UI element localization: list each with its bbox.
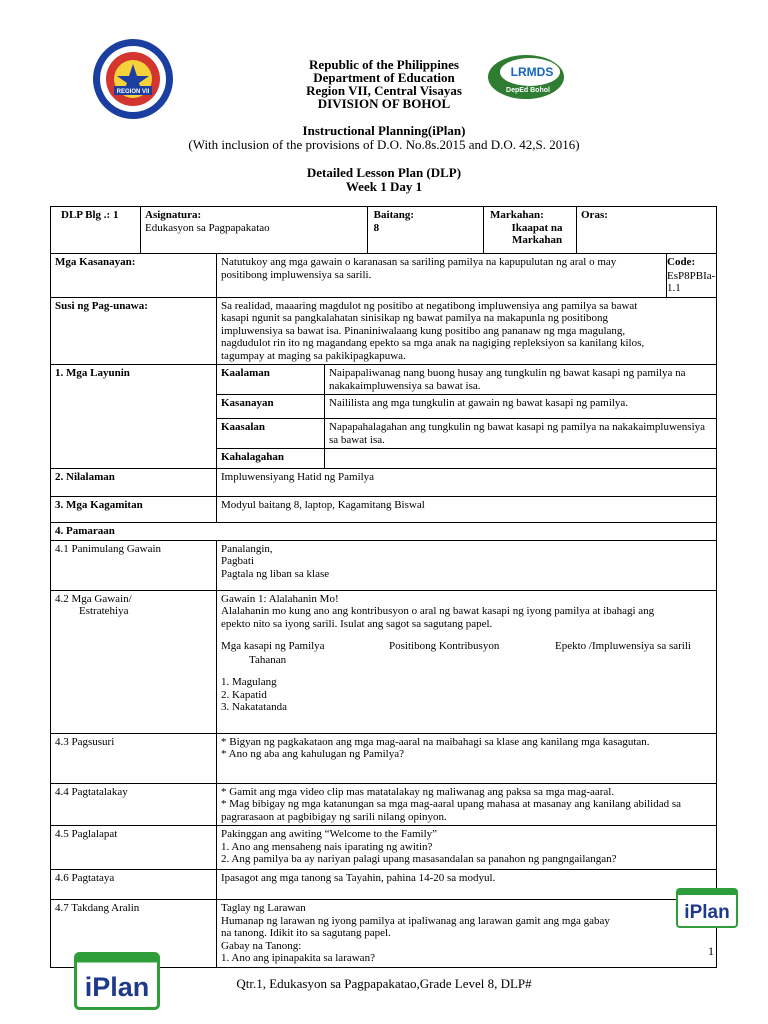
list-item: 1. Ano ang mensaheng nais iparating ng awitin? — [221, 840, 433, 853]
asignatura-value: Edukasyon sa Pagpapakatao — [145, 221, 270, 234]
markahan-label: Markahan: — [490, 209, 544, 221]
list-item: Pagbati — [221, 555, 254, 567]
code-cell — [667, 254, 717, 298]
s47-content — [217, 900, 717, 968]
s46-label: 4.6 Pagtataya — [51, 870, 217, 900]
s44-label: 4.4 Pagtatalakay — [51, 783, 217, 826]
table-row — [51, 783, 717, 826]
table-row — [51, 523, 717, 541]
s43-content — [217, 733, 717, 783]
dlp-table — [50, 206, 717, 968]
kaalaman-label: Kaalaman — [217, 365, 325, 395]
s42-label-line1: 4.2 Mga Gawain/ — [55, 592, 132, 605]
table-row — [51, 826, 717, 870]
lrmds-sub-text: DepEd Bohol — [506, 87, 550, 94]
nilalaman-value: Impluwensiyang Hatid ng Pamilya — [217, 469, 717, 497]
header-republic: Republic of the Philippines — [309, 57, 459, 72]
header-department: Department of Education — [313, 70, 455, 85]
list-item: Panalangin, — [221, 542, 273, 555]
table-row — [51, 590, 717, 733]
table-row — [51, 254, 717, 298]
footer-text: Qtr.1, Edukasyon sa Pagpapakatao,Grade Level 8, DLP# — [236, 976, 532, 991]
kasanayan2-label: Kasanayan — [217, 395, 325, 419]
list-item: * Gamit ang mga video clip mas matatalakay ng maliwanag ang paksa sa mga mag-aaral. — [221, 785, 615, 798]
s41-label: 4.1 Panimulang Gawain — [51, 540, 217, 590]
susi-label: Susi ng Pag-unawa: — [51, 297, 217, 365]
oras-label: Oras: — [577, 207, 717, 254]
list-item: * Ano ng aba ang kahulugan ng Pamilya? — [221, 748, 404, 760]
s47-label: 4.7 Takdang Aralin — [51, 900, 217, 968]
list-item: Taglay ng Larawan — [221, 902, 306, 914]
s44-content — [217, 783, 717, 826]
nilalaman-label: 2. Nilalaman — [51, 469, 217, 497]
kasanayan-value: Natutukoy ang mga gawain o karanasan sa sariling pamilya na kapupulutan ng aral o may positibong impluwensiya sa sarili. — [217, 254, 667, 298]
s42-title: Gawain 1: Alalahanin Mo! — [221, 592, 339, 605]
table-row — [51, 207, 717, 254]
table-row — [51, 733, 717, 783]
susi-value: Sa realidad, maaaring magdulot ng positibo at negatibong impluwensiya ang pamilya sa bawat kasapi ngunit sa pangkalahatan sinisikap ng bawat pamilya na makapunla ng positibong impluwensiya sa bawat isa. Pinaniniwalaang kung positibo ang pananaw ng mga magulang, nagdudulot rin ito ng magandang epekto sa mga anak na nagiging repleksiyon sa kanilang kilos, tagumpay at maging sa pakikipagkapuwa. — [217, 297, 717, 365]
kaasalan-label: Kaasalan — [217, 419, 325, 449]
s42-col2: Positibong Kontribusyon — [389, 640, 500, 652]
table-row — [51, 870, 717, 900]
lrmds-text: LRMDS — [510, 65, 554, 79]
pamaraan-label: 4. Pamaraan — [51, 523, 717, 541]
markahan-value: Ikaapat na Markahan — [511, 221, 563, 246]
s42-content — [217, 590, 717, 733]
table-row — [51, 540, 717, 590]
header-region: Region VII, Central Visayas — [306, 83, 462, 98]
s42-col3: Epekto /Impluwensiya sa sarili — [555, 640, 691, 652]
s42-columns — [221, 640, 712, 653]
header-division: DIVISION OF BOHOL — [317, 96, 451, 111]
list-item: Pagtala ng liban sa klase — [221, 567, 330, 580]
seal-region-text: REGION VII — [116, 89, 150, 95]
kagamitan-label: 3. Mga Kagamitan — [51, 497, 217, 523]
s42-tahanan: Tahanan — [249, 653, 287, 666]
list-item: 2. Ang pamilya ba ay nariyan palagi upang masasandalan sa panahon ng pangngailangan? — [221, 853, 617, 865]
list-item: Pakinggan ang awiting “Welcome to the Family” — [221, 828, 438, 840]
asignatura-cell — [141, 207, 577, 254]
kaasalan-value: Napapahalagahan ang tungkulin ng bawat kasapi ng pamilya na nakakaimpluwensiya sa bawat isa. — [325, 419, 717, 449]
week-day: Week 1 Day 1 — [345, 179, 423, 194]
kaalaman-value: Naipapaliwanag nang buong husay ang tungkulin ng bawat kasapi ng pamilya na nakakaimpluwensiya sa bawat isa. — [325, 365, 717, 395]
plan-title: Instructional Planning(iPlan) — [302, 123, 466, 138]
kasanayan2-value: Naililista ang mga tungkulin at gawain ng bawat kasapi ng pamilya. — [325, 395, 717, 419]
kagamitan-value: Modyul baitang 8, laptop, Kagamitang Biswal — [217, 497, 717, 523]
s42-col1: Mga kasapi ng Pamilya — [221, 640, 325, 652]
code-value: EsP8PBIa-1.1 — [667, 269, 716, 294]
kasanayan-label: Mga Kasanayan: — [51, 254, 217, 298]
iplan-footer-text: iPlan — [84, 972, 150, 1002]
list-item: 1. Magulang — [221, 676, 277, 688]
s41-content — [217, 540, 717, 590]
s42-label — [51, 590, 217, 733]
code-label: Code: — [667, 256, 696, 268]
asignatura-label: Asignatura: — [145, 209, 202, 221]
plan-subtitle: (With inclusion of the provisions of D.O. No.8s.2015 and D.O. 42,S. 2016) — [188, 137, 580, 152]
kahalagahan-label: Kahalagahan — [217, 449, 325, 469]
dlp-blg: DLP Blg .: 1 — [51, 207, 141, 254]
layunin-label: 1. Mga Layunin — [51, 365, 217, 469]
list-item: 2. Kapatid — [221, 688, 267, 701]
list-item: * Bigyan ng pagkakataon ang mga mag-aaral na maibahagi sa klase ang kanilang mga kasagutan. — [221, 735, 650, 748]
s45-content — [217, 826, 717, 870]
iplan-logo-small — [676, 888, 738, 928]
s45-label: 4.5 Paglalapat — [51, 826, 217, 870]
s42-label-line2: Estratehiya — [79, 605, 129, 617]
list-item: Humanap ng larawan ng iyong pamilya at ipaliwanag ang larawan gamit ang mga gabay na tanong. Idikit ito sa sagutang papel. — [221, 914, 610, 939]
list-item: Gabay na Tanong: — [221, 939, 302, 952]
table-row — [51, 297, 717, 365]
s46-value: Ipasagot ang mga tanong sa Tayahin, pahina 14-20 sa modyul. — [217, 870, 717, 900]
list-item: * Mag bibigay ng mga katanungan sa mga mag-aaral upang mahasa at masanay ang kanilang abilidad sa pagrarasaon at pagbibigay ng sarili nilang opinyon. — [221, 798, 682, 823]
list-item: 1. Ano ang ipinapakita sa larawan? — [221, 952, 375, 964]
page-number: 1 — [708, 944, 714, 958]
s43-label: 4.3 Pagsusuri — [51, 733, 217, 783]
table-row — [51, 497, 717, 523]
baitang-value: 8 — [373, 221, 380, 234]
list-item: 3. Nakatatanda — [221, 701, 287, 713]
s42-instructions: Alalahanin mo kung ano ang kontribusyon o aral ng bawat kasapi ng iyong pamilya at ibahagi ang epekto nito sa iyong sarili. Isulat ang sagot sa sagutang papel. — [221, 605, 655, 630]
baitang-label: Baitang: — [373, 209, 415, 221]
kahalagahan-value — [325, 449, 717, 469]
dlp-title: Detailed Lesson Plan (DLP) — [306, 165, 462, 180]
table-row — [51, 365, 717, 395]
table-row — [51, 469, 717, 497]
iplan-small-text: iPlan — [684, 902, 730, 923]
